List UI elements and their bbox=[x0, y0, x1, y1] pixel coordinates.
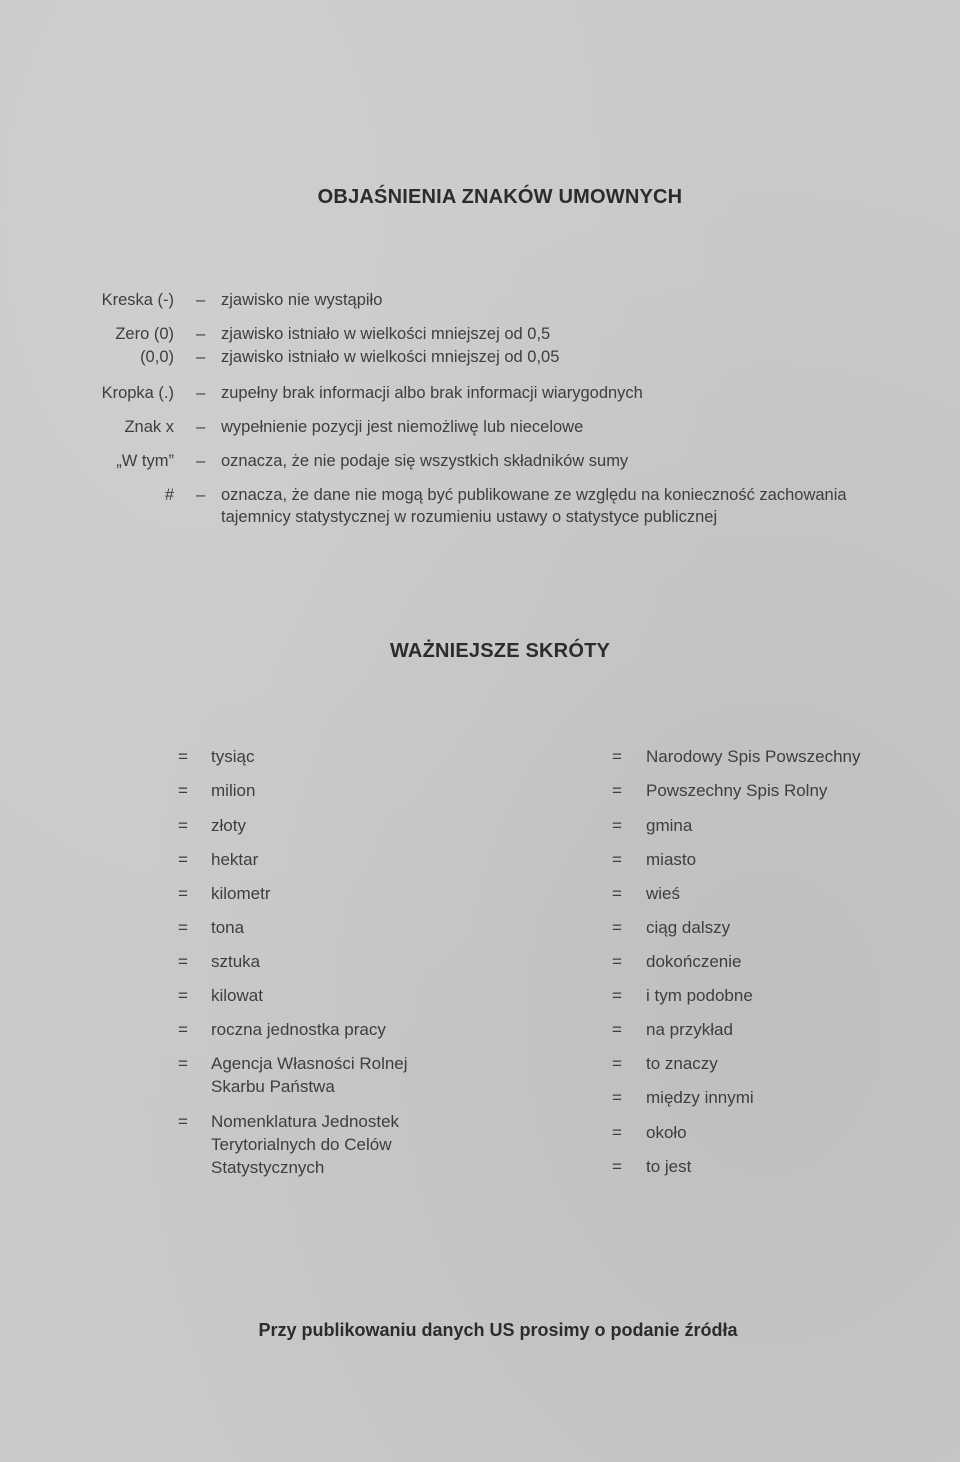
equals-sign: = bbox=[178, 1020, 188, 1039]
symbol-key: Kreska (-) bbox=[101, 291, 174, 309]
abbreviation-meaning: złoty bbox=[211, 816, 246, 835]
abbreviation-meaning: Nomenklatura Jednostek Terytorialnych do Celów Statystycznych bbox=[211, 1112, 400, 1177]
equals-sign: = bbox=[178, 918, 188, 937]
abbreviation-meaning: tona bbox=[211, 918, 245, 937]
equals-sign: = bbox=[612, 747, 622, 766]
abbreviation-meaning: to jest bbox=[646, 1157, 692, 1176]
symbol-dash: – bbox=[196, 291, 206, 309]
equals-sign: = bbox=[612, 1088, 622, 1107]
equals-sign: = bbox=[178, 1054, 188, 1073]
abbreviation-meaning: to znaczy bbox=[646, 1054, 718, 1073]
equals-sign: = bbox=[178, 747, 188, 766]
abbreviation-meaning: wieś bbox=[646, 884, 681, 903]
symbol-key: „W tym” bbox=[116, 452, 174, 470]
equals-sign: = bbox=[178, 1112, 188, 1131]
equals-sign: = bbox=[178, 884, 188, 903]
symbols-title: OBJAŚNIENIA ZNAKÓW UMOWNYCH bbox=[317, 186, 683, 208]
equals-sign: = bbox=[178, 816, 188, 835]
abbreviation-meaning: ciąg dalszy bbox=[646, 918, 731, 937]
equals-sign: = bbox=[612, 918, 622, 937]
symbol-description: zjawisko istniało w wielkości mniejszej od 0,5 bbox=[221, 325, 551, 343]
abbreviation-meaning: roczna jednostka pracy bbox=[211, 1020, 386, 1039]
equals-sign: = bbox=[612, 986, 622, 1005]
symbol-description: zjawisko nie wystąpiło bbox=[221, 291, 383, 309]
symbol-dash: – bbox=[196, 486, 206, 504]
symbol-dash: – bbox=[196, 325, 206, 343]
symbol-description: oznacza, że dane nie mogą być publikowane ze względu na konieczność zachowania tajemnicy statystycznej w rozumieniu ustawy o statystyce publicznej bbox=[221, 486, 847, 526]
symbol-dash: – bbox=[196, 384, 206, 402]
abbreviation-meaning: sztuka bbox=[211, 952, 261, 971]
equals-sign: = bbox=[178, 952, 188, 971]
symbol-key: Zero (0) bbox=[115, 325, 174, 343]
abbreviation-meaning: kilowat bbox=[211, 986, 263, 1005]
abbreviation-meaning: hektar bbox=[211, 850, 259, 869]
symbol-key: # bbox=[164, 486, 174, 504]
footer-note: Przy publikowaniu danych US prosimy o podanie źródła bbox=[258, 1320, 738, 1340]
equals-sign: = bbox=[178, 781, 188, 800]
abbreviation-meaning: około bbox=[646, 1123, 687, 1142]
abbreviation-meaning: między innymi bbox=[646, 1088, 754, 1107]
abbreviation-meaning: i tym podobne bbox=[646, 986, 753, 1005]
abbreviations-title: WAŻNIEJSZE SKRÓTY bbox=[389, 640, 611, 662]
equals-sign: = bbox=[612, 952, 622, 971]
equals-sign: = bbox=[612, 1157, 622, 1176]
equals-sign: = bbox=[612, 1123, 622, 1142]
abbreviation-meaning: Powszechny Spis Rolny bbox=[646, 781, 828, 800]
abbreviation-meaning: gmina bbox=[646, 816, 693, 835]
equals-sign: = bbox=[612, 850, 622, 869]
symbol-description: wypełnienie pozycji jest niemożliwę lub niecelowe bbox=[221, 418, 584, 436]
symbol-description: zjawisko istniało w wielkości mniejszej od 0,05 bbox=[221, 348, 560, 366]
abbreviation-meaning: miasto bbox=[646, 850, 697, 869]
symbol-key: Znak x bbox=[124, 418, 174, 436]
abbreviation-meaning: Agencja Własności Rolnej Skarbu Państwa bbox=[211, 1054, 408, 1096]
symbol-dash: – bbox=[196, 348, 206, 366]
equals-sign: = bbox=[612, 1054, 622, 1073]
equals-sign: = bbox=[612, 1020, 622, 1039]
abbreviation-meaning: Narodowy Spis Powszechny bbox=[646, 747, 861, 766]
equals-sign: = bbox=[612, 816, 622, 835]
symbol-description: zupełny brak informacji albo brak informacji wiarygodnych bbox=[221, 384, 643, 402]
symbol-key: Kropka (.) bbox=[101, 384, 174, 402]
symbol-key: (0,0) bbox=[140, 348, 174, 366]
abbreviation-meaning: na przykład bbox=[646, 1020, 733, 1039]
symbol-description: oznacza, że nie podaje się wszystkich składników sumy bbox=[221, 452, 629, 470]
equals-sign: = bbox=[612, 884, 622, 903]
equals-sign: = bbox=[178, 850, 188, 869]
abbreviation-meaning: tysiąc bbox=[211, 747, 255, 766]
abbreviation-meaning: kilometr bbox=[211, 884, 271, 903]
abbreviation-meaning: dokończenie bbox=[646, 952, 742, 971]
abbreviation-meaning: milion bbox=[211, 781, 256, 800]
equals-sign: = bbox=[178, 986, 188, 1005]
symbol-dash: – bbox=[196, 418, 206, 436]
symbol-dash: – bbox=[196, 452, 206, 470]
equals-sign: = bbox=[612, 781, 622, 800]
